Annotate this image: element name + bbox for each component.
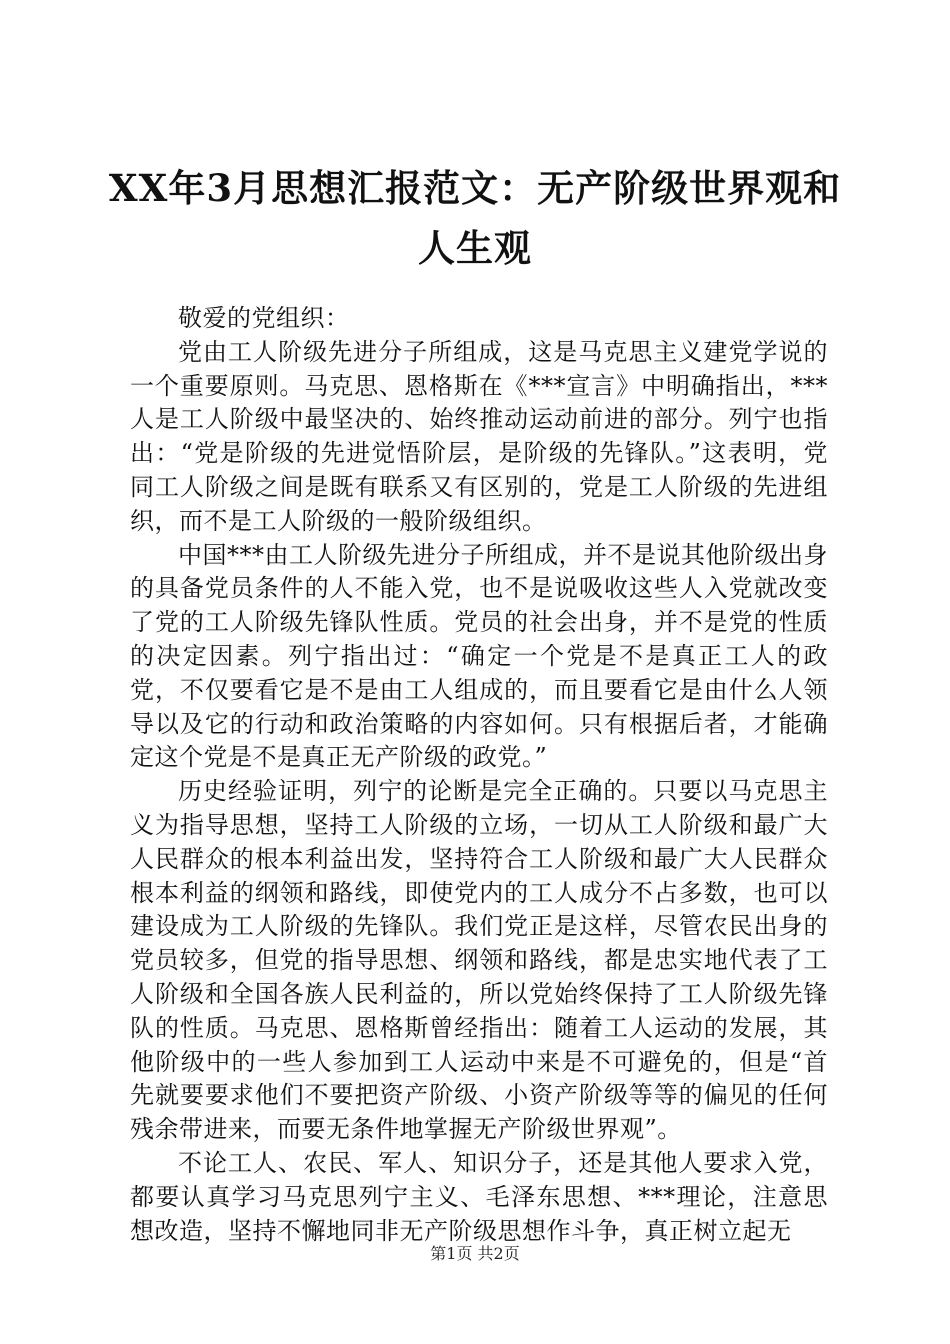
page-number-footer: 第1页 共2页 (430, 1244, 520, 1263)
paragraph: 中国***由工人阶级先进分子所组成，并不是说其他阶级出身的具备党员条件的人不能入党，也不是说吸收这些人入党就改变了党的工人阶级先锋队性质。党员的社会出身，并不是党的性质的决定因素。列宁指出过：“确定一个党是不是真正工人的政党，不仅要看它是不是由工人组成的，而且要看它是由什么人领导以及它的行动和政治策略的内容如何。只有根据后者，才能确定这个党是不是真正无产阶级的政党。” (130, 540, 828, 772)
salutation: 敬爱的党组织： (178, 304, 350, 332)
paragraph: 不论工人、农民、军人、知识分子，还是其他人要求入党，都要认真学习马克思列宁主义、毛泽东思想、***理论，注意思想改造，坚持不懈地同非无产阶级思想作斗争，真正树立起无 (130, 1148, 828, 1245)
document-body (130, 302, 828, 1248)
paragraph: 历史经验证明，列宁的论断是完全正确的。只要以马克思主义为指导思想，坚持工人阶级的立场，一切从工人阶级和最广大人民群众的根本利益出发，坚持符合工人阶级和最广大人民群众根本利益的纲领和路线，即使党内的工人成分不占多数，也可以建设成为工人阶级的先锋队。我们党正是这样，尽管农民出身的党员较多，但党的指导思想、纲领和路线，都是忠实地代表了工人阶级和全国各族人民利益的，所以党始终保持了工人阶级先锋队的性质。马克思、恩格斯曾经指出：随着工人运动的发展，其他阶级中的一些人参加到工人运动中来是不可避免的，但是“首先就要要求他们不要把资产阶级、小资产阶级等等的偏见的任何残余带进来，而要无条件地掌握无产阶级世界观”。 (130, 777, 828, 1144)
document-title: XX年3月思想汇报范文：无产阶级世界观和人生观 (108, 166, 842, 270)
paragraph: 党由工人阶级先进分子所组成，这是马克思主义建党学说的一个重要原则。马克思、恩格斯在《***宣言》中明确指出，***人是工人阶级中最坚决的、始终推动运动前进的部分。列宁也指出：“党是阶级的先进觉悟阶层，是阶级的先锋队。”这表明，党同工人阶级之间是既有联系又有区别的，党是工人阶级的先进组织，而不是工人阶级的一般阶级组织。 (130, 337, 828, 535)
